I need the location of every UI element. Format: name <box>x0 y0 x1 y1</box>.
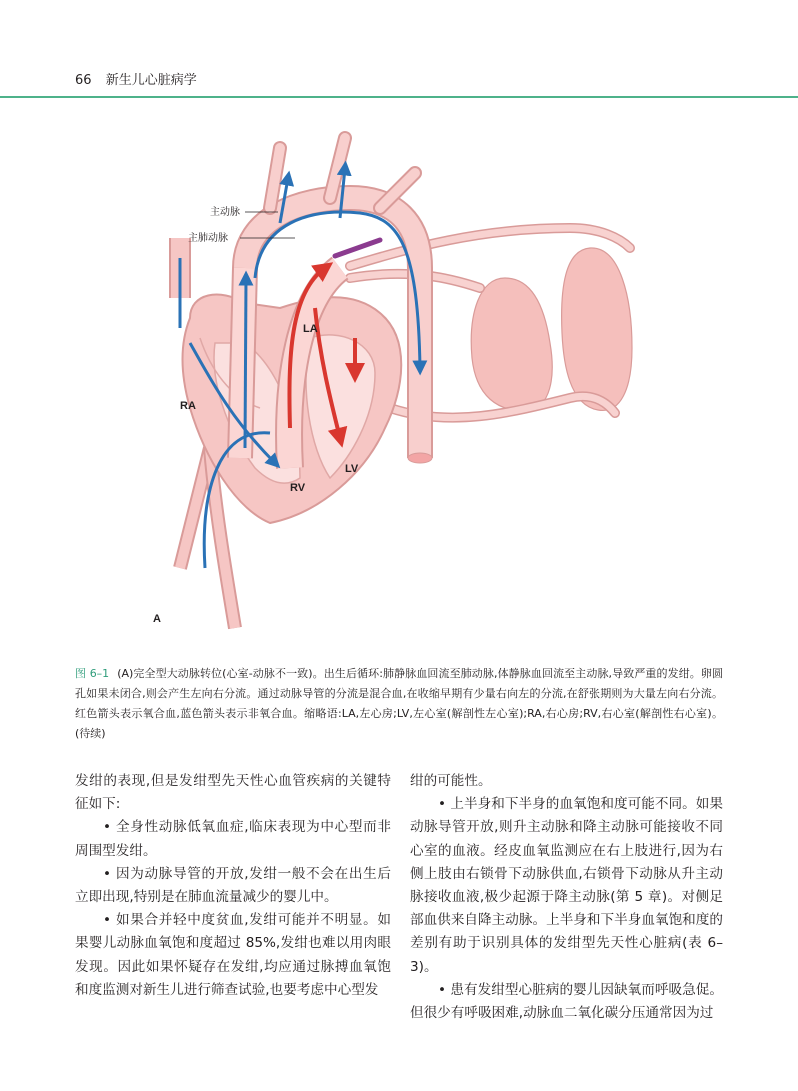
header-rule <box>0 96 798 98</box>
label-rv: RV <box>290 482 306 494</box>
body-right-column <box>410 770 723 1025</box>
bullet-item: • 上半身和下半身的血氧饱和度可能不同。如果动脉导管开放,则升主动脉和降主动脉可能接收不同心室的血液。经皮血氧监测应在右上肢进行,因为右侧上肢由右锁骨下动脉供血,右锁骨下动脉从升主动脉接收血液,极少起源于降主动脉(第 5 章)。对侧足部血供来自降主动脉。上半身和下半身血氧饱和度的差别有助于识别具体的发绀型先天性心脏病(表 6–3)。 <box>410 796 723 975</box>
page-number: 66 <box>75 73 92 88</box>
bullet-item: • 全身性动脉低氧血症,临床表现为中心型而非周围型发绀。 <box>75 819 391 859</box>
label-aorta: 主动脉 <box>210 207 240 218</box>
book-title: 新生儿心脏病学 <box>105 73 197 88</box>
label-pulmonary-artery: 主肺动脉 <box>188 233 228 244</box>
label-la: LA <box>303 323 318 335</box>
label-lv: LV <box>345 463 359 475</box>
bullet-item: • 因为动脉导管的开放,发绀一般不会在出生后立即出现,特别是在肺血流量减少的婴儿中。 <box>75 865 391 906</box>
panel-label: A <box>153 613 161 625</box>
figure-number: 图 6–1 <box>75 667 110 680</box>
paragraph: 绀的可能性。 <box>410 773 492 789</box>
heart-illustration <box>150 128 660 633</box>
caption-text: (A)完全型大动脉转位(心室-动脉不一致)。出生后循环:肺静脉血回流至肺动脉,体静脉血回流至主动脉,导致严重的发绀。卵圆孔如果未闭合,则会产生左向右分流。通过动脉导管的分流是混合血,在收缩早期有少量右向左的分流,在舒张期则为大量左向右分流。红色箭头表示氧合血,蓝色箭头表示非氧合血。缩略语:LA,左心房;LV,左心室(解剖性左心室);RA,右心房;RV,右心室(解剖性右心室)。(待续) <box>75 667 723 740</box>
bullet-item: • 患有发绀型心脏病的婴儿因缺氧而呼吸急促。但很少有呼吸困难,动脉血二氧化碳分压通常因为过 <box>410 981 723 1022</box>
paragraph: 发绀的表现,但是发绀型先天性心血管疾病的关键特征如下: <box>75 773 391 813</box>
figure-caption <box>75 664 723 744</box>
body-left-column <box>75 770 391 1002</box>
label-ra: RA <box>180 400 196 412</box>
ductus-arteriosus <box>335 240 380 256</box>
lungs <box>471 248 632 410</box>
running-header <box>75 69 197 88</box>
bullet-item: • 如果合并轻中度贫血,发绀可能并不明显。如果婴儿动脉血氧饱和度超过 85%,发绀也难以用肉眼发现。因此如果怀疑存在发绀,均应通过脉搏血氧饱和度监测对新生儿进行筛查试验,也要考虑中心型发 <box>75 912 391 998</box>
